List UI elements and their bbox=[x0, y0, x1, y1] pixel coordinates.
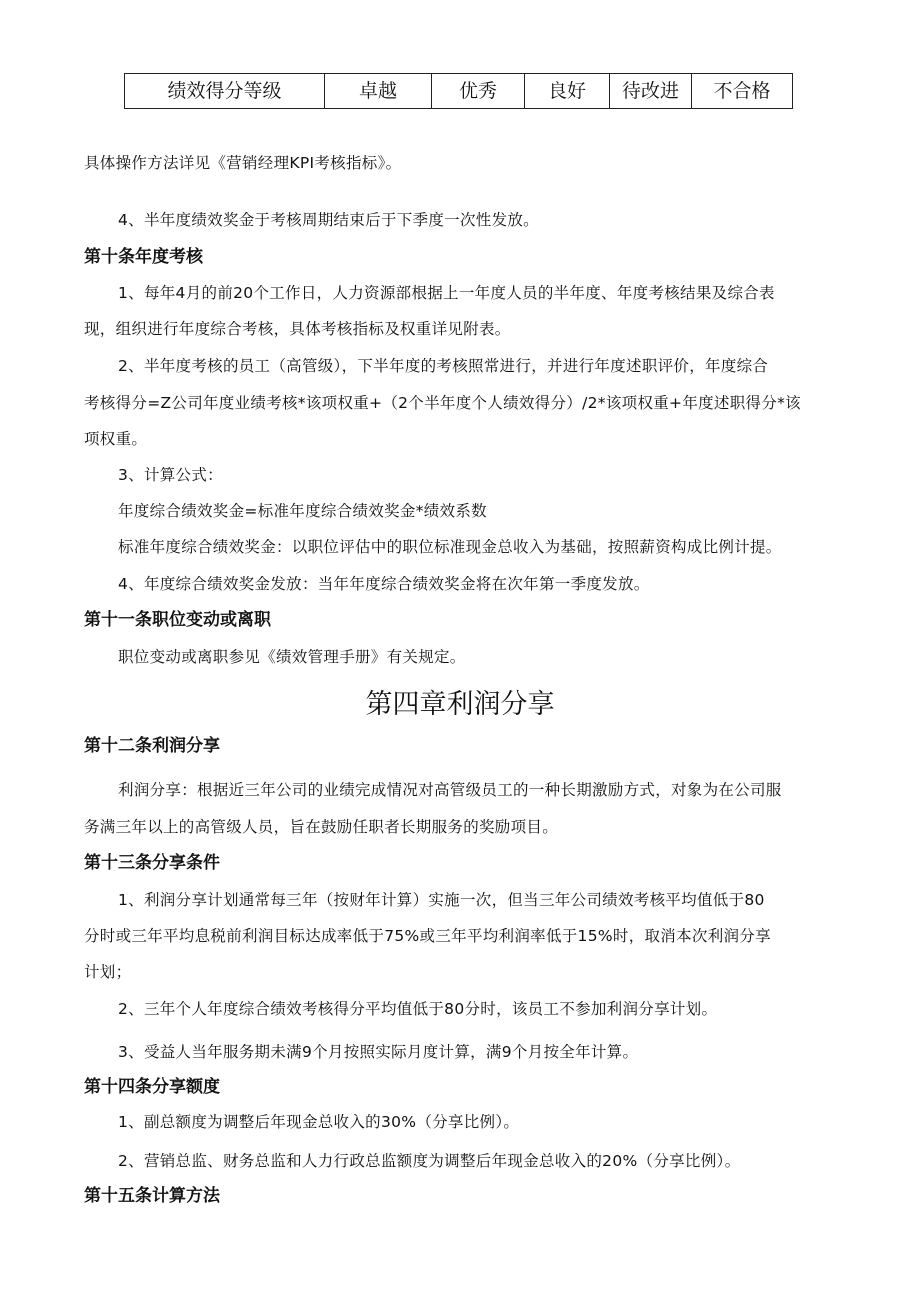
paragraph-text: 项权重。 bbox=[84, 430, 148, 448]
grade-cell-outstanding: 优秀 bbox=[432, 74, 525, 109]
section-heading: 第十一条职位变动或离职 bbox=[84, 610, 271, 630]
paragraph-text: 1、每年4月的前20个工作日，人力资源部根据上一年度人员的半年度、年度考核结果及综合表 bbox=[118, 284, 775, 302]
paragraph-text: 1、副总额度为调整后年现金总收入的30%（分享比例）。 bbox=[118, 1113, 520, 1131]
paragraph-text: 2、三年个人年度综合绩效考核得分平均值低于80分时，该员工不参加利润分享计划。 bbox=[118, 1000, 718, 1018]
grade-cell-fail: 不合格 bbox=[692, 74, 793, 109]
paragraph-text: 3、受益人当年服务期未满9个月按照实际月度计算，满9个月按全年计算。 bbox=[118, 1043, 639, 1061]
paragraph-text: 计划； bbox=[84, 963, 132, 981]
section-heading: 第十五条计算方法 bbox=[84, 1186, 220, 1206]
section-heading: 第十条年度考核 bbox=[84, 247, 203, 267]
grade-cell-good: 良好 bbox=[525, 74, 610, 109]
section-heading: 第十四条分享额度 bbox=[84, 1077, 220, 1097]
grade-header-cell: 绩效得分等级 bbox=[125, 74, 325, 109]
grade-table-row bbox=[125, 74, 793, 109]
paragraph-text: 利润分享：根据近三年公司的业绩完成情况对高管级员工的一种长期激励方式，对象为在公司服 bbox=[118, 781, 782, 799]
paragraph-text: 考核得分=Z公司年度业绩考核*该项权重+（2个半年度个人绩效得分）/2*该项权重+年度述职得分*该 bbox=[84, 394, 801, 412]
kpi-reference-text: 具体操作方法详见《营销经理KPI考核指标》。 bbox=[84, 154, 402, 172]
paragraph-text: 1、利润分享计划通常每三年（按财年计算）实施一次，但当三年公司绩效考核平均值低于80 bbox=[118, 891, 765, 909]
paragraph-text: 标准年度综合绩效奖金：以职位评估中的职位标准现金总收入为基础，按照薪资构成比例计提。 bbox=[118, 538, 782, 556]
formula-text: 年度综合绩效奖金=标准年度综合绩效奖金*绩效系数 bbox=[118, 502, 487, 520]
paragraph-text: 2、半年度考核的员工（高管级），下半年度的考核照常进行，并进行年度述职评价，年度综合 bbox=[118, 357, 769, 375]
grade-table bbox=[124, 73, 793, 109]
paragraph-text: 3、计算公式： bbox=[118, 466, 223, 484]
chapter-title: 第四章利润分享 bbox=[365, 689, 555, 720]
section-heading: 第十三条分享条件 bbox=[84, 853, 220, 873]
grade-cell-needs-improvement: 待改进 bbox=[610, 74, 692, 109]
paragraph-text: 现，组织进行年度综合考核，具体考核指标及权重详见附表。 bbox=[84, 320, 511, 338]
paragraph-text: 2、营销总监、财务总监和人力行政总监额度为调整后年现金总收入的20%（分享比例）。 bbox=[118, 1152, 741, 1170]
section-heading: 第十二条利润分享 bbox=[84, 736, 220, 756]
grade-cell-excellent: 卓越 bbox=[325, 74, 432, 109]
paragraph-text: 4、年度综合绩效奖金发放：当年年度综合绩效奖金将在次年第一季度发放。 bbox=[118, 575, 650, 593]
paragraph-text: 分时或三年平均息税前利润目标达成率低于75%或三年平均利润率低于15%时，取消本次利润分享 bbox=[84, 927, 771, 945]
paragraph-text: 务满三年以上的高管级人员，旨在鼓励任职者长期服务的奖励项目。 bbox=[84, 818, 559, 836]
paragraph-text: 职位变动或离职参见《绩效管理手册》有关规定。 bbox=[118, 648, 466, 666]
paragraph-text: 4、半年度绩效奖金于考核周期结束后于下季度一次性发放。 bbox=[118, 211, 539, 229]
